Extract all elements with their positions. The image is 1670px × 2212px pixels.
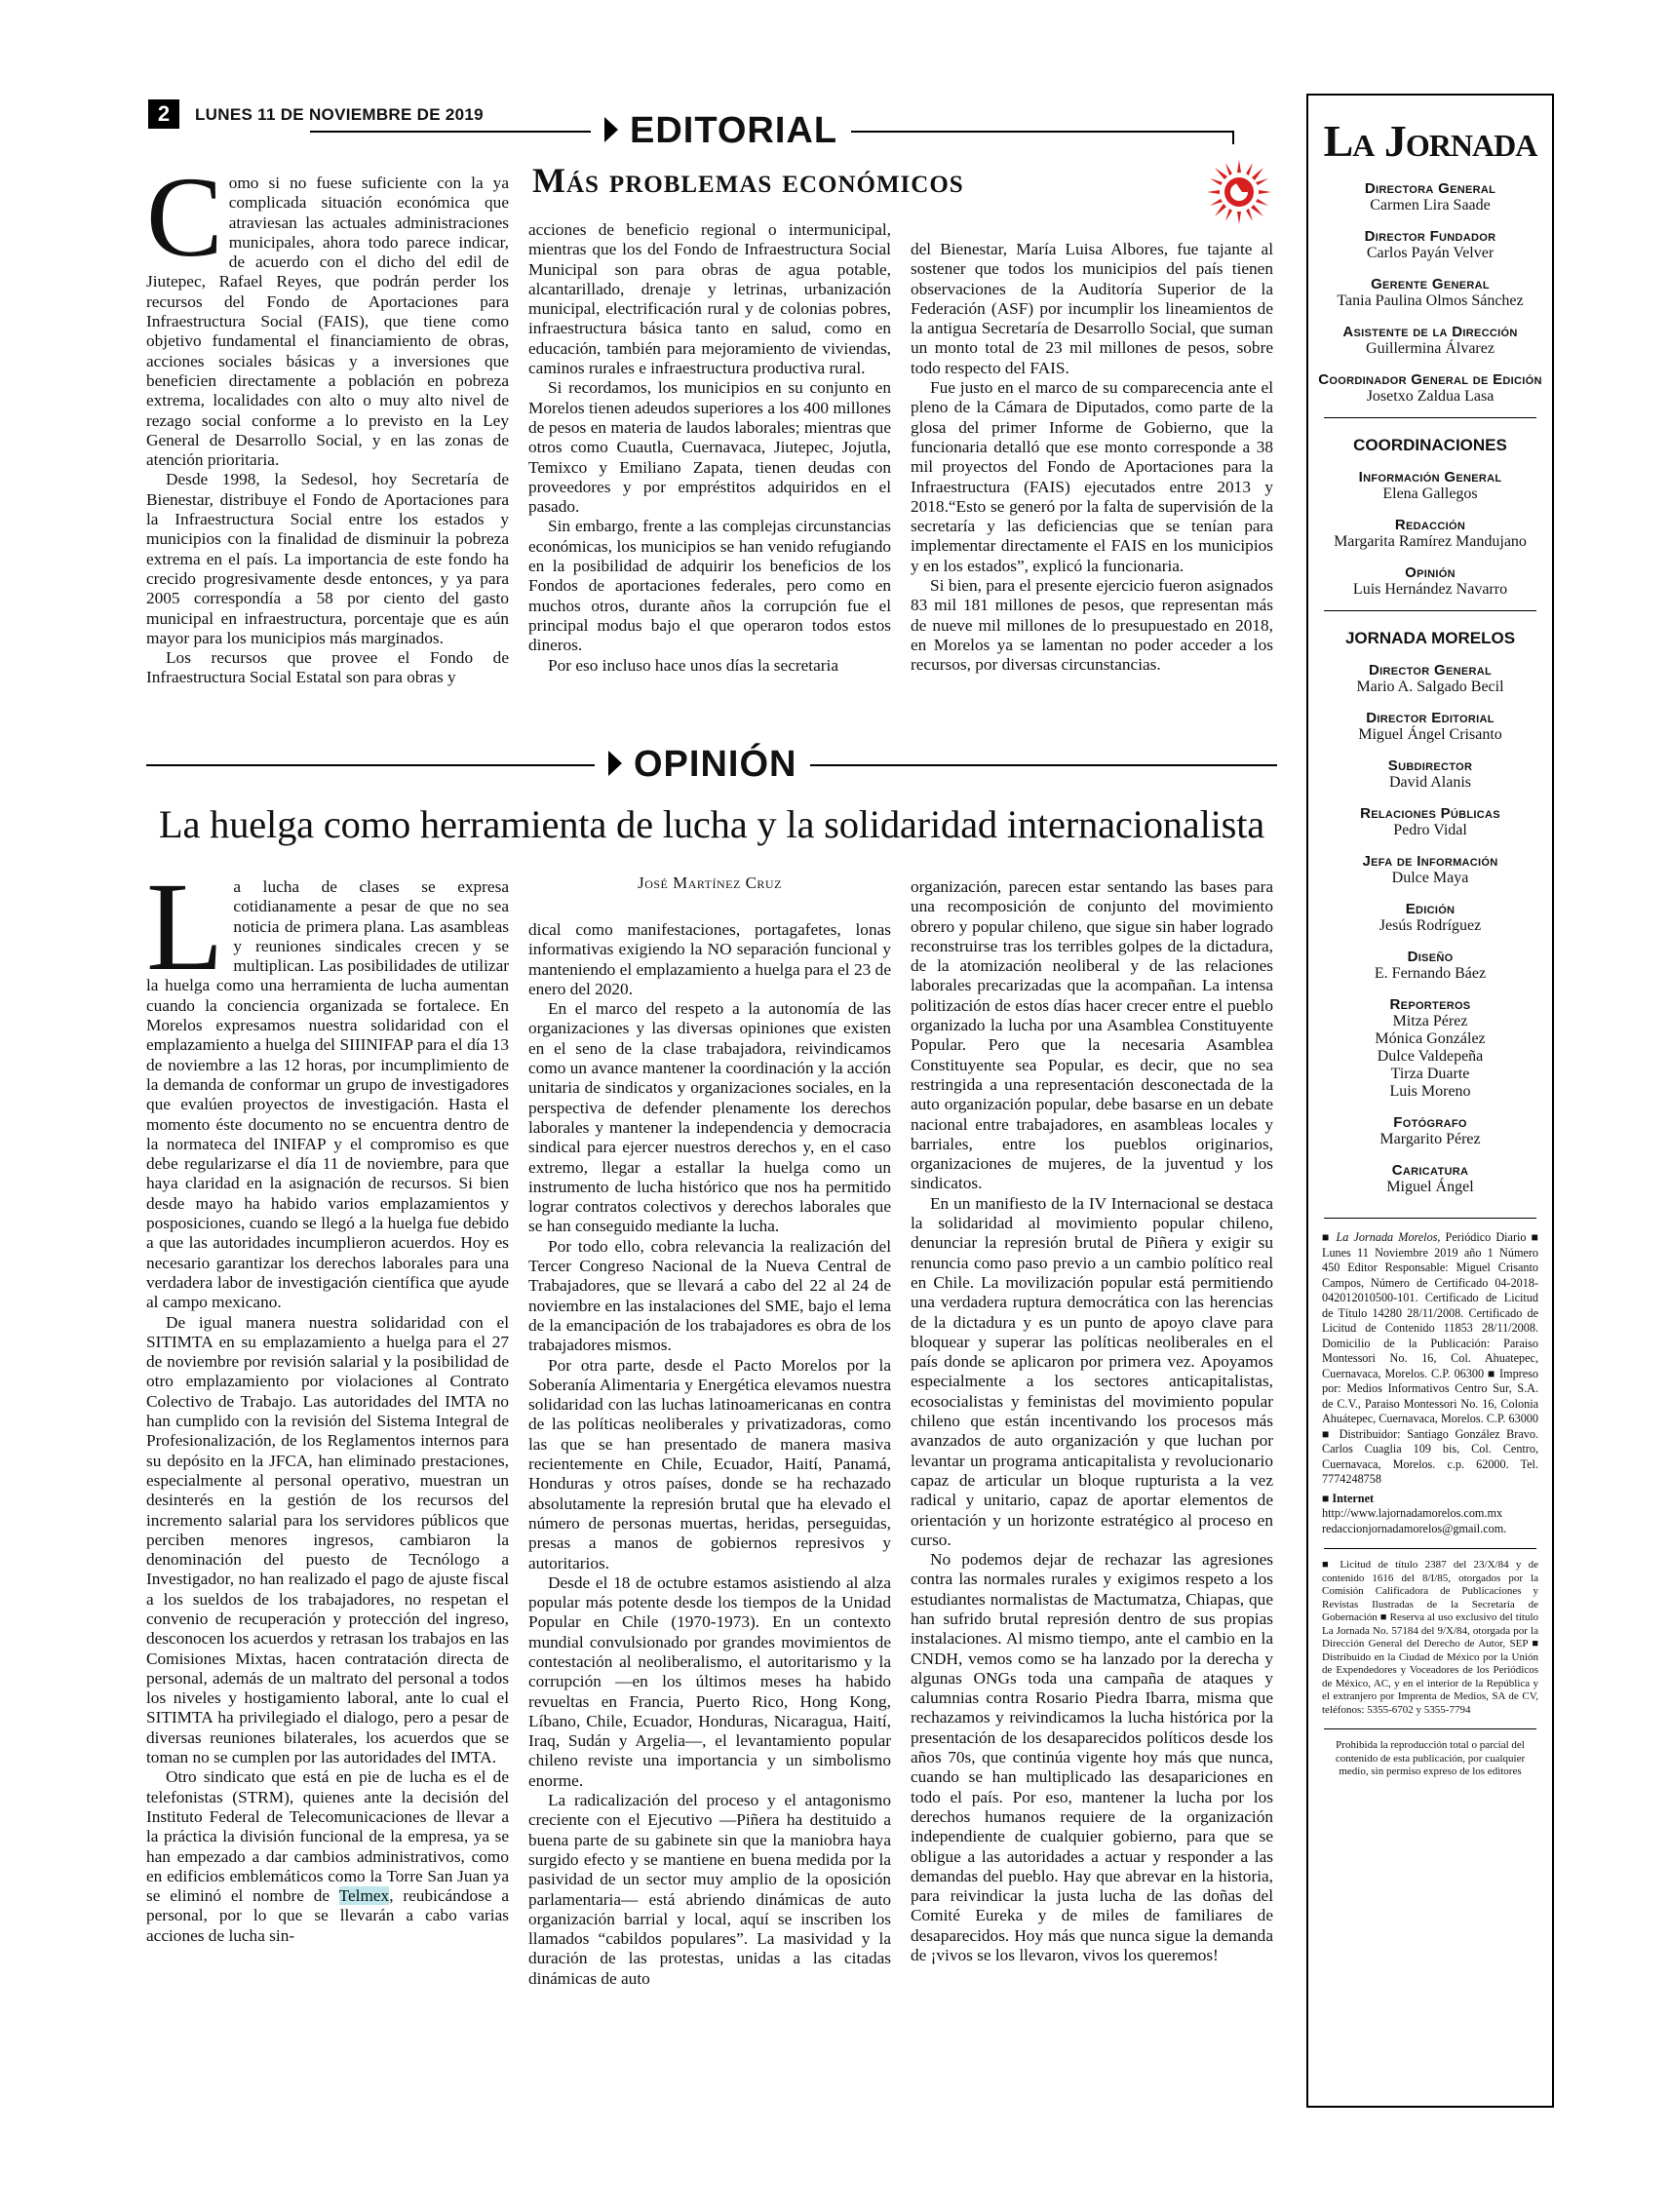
staff-name: Tania Paulina Olmos Sánchez xyxy=(1337,292,1524,309)
masthead-legal-1: ■ La Jornada Morelos, Periódico Diario ■ Lunes 11 Noviembre 2019 año 1 Número 450 Editor Responsable: Miguel Crisanto Campos, Número de Certificado 04-2018-042012010500-101. Certificado de Licitud de Título 14280 28/11/2008. Certificado de Licitud de Contenido 11853 28/11/2008. Domicilio de la Publicación: Paraiso Montessori No. 16, Col. Ahuatepec, Cuernavaca, Morelos. C.P. 06300 ■ Impreso por: Medios Informativos Centro Sur, S.A. de C.V., Paraiso Montessori No. 16, Colonia Ahuátepec, Cuernavaca, Morelos. C.P. 63000 ■ Distribuidor: Santiago González Bravo. Carlos Cuaglia 109 bis, Col. Centro, Cuernavaca, Morelos. c.p. 62000. Tel. 7774248758 xyxy=(1322,1230,1538,1486)
staff-name: Miguel Ángel Crisanto xyxy=(1358,726,1502,743)
staff-name: Margarita Ramírez Mandujano xyxy=(1334,533,1527,550)
staff-role: Redacción xyxy=(1394,517,1466,533)
staff-name: Dulce Maya xyxy=(1391,870,1469,886)
opinion-section-label: OPINIÓN xyxy=(595,743,810,786)
masthead-divider xyxy=(1324,1218,1536,1219)
masthead-logo: La Jornada xyxy=(1323,116,1537,166)
staff-name: Margarito Pérez xyxy=(1379,1131,1481,1147)
page-date: LUNES 11 DE NOVIEMBRE DE 2019 xyxy=(195,105,484,124)
internet-label: ■ Internet xyxy=(1322,1491,1375,1505)
staff-role: Edición xyxy=(1405,901,1456,917)
staff-name: Dulce Valdepeña xyxy=(1377,1048,1484,1065)
masthead-divider xyxy=(1324,1548,1536,1549)
masthead-divider xyxy=(1324,610,1536,611)
sun-logo-icon xyxy=(1203,156,1275,228)
staff-role: Coordinador General de Edición xyxy=(1318,371,1542,388)
masthead-box xyxy=(1306,94,1554,2108)
staff-role: Director Fundador xyxy=(1364,228,1496,245)
editorial-section-label: EDITORIAL xyxy=(591,109,851,152)
staff-role: Opinión xyxy=(1405,564,1456,581)
editorial-column-3: del Bienestar, María Luisa Albores, fue tajante al sostener que todos los municipios del país tienen observaciones de la Auditoría Superior de la Federación (ASF) por incumplir los lineamientos de la antigua Secretaría de Desarrollo Social, que suman un monto total de 23 mil millones de pesos, sobre todo respecto del FAIS. Fue justo en el marco de su comparecencia ante el pleno de la Cámara de Diputados, como parte de la glosa del primer Informe de Gobierno, que la funcionaria detalló que ese monto corresponde a 38 mil proyectos del Fondo de Aportaciones para la Infraestructura (FAIS) ejecutados entre 2013 y 2018.“Esto se generó por la falta de supervisión de la secretaría y las deficiencias que se tenían para implementar directamente el FAIS en los municipios y en los estados”, explicó la funcionaria. Si bien, para el presente ejercicio fueron asignados 83 mil 181 millones de pesos, que representan más de nueve mil millones de lo presupuestado en 2018, en Morelos ya se lamentan no poder acceder a los recursos, por diversas circunstancias. xyxy=(911,240,1273,675)
staff-name: David Alanis xyxy=(1389,774,1471,791)
staff-name: Carmen Lira Saade xyxy=(1370,197,1491,213)
staff-role: Información General xyxy=(1358,469,1502,485)
editorial-title: Más problemas económicos xyxy=(532,161,964,200)
page-number: 2 xyxy=(148,99,179,129)
staff-name: Mónica González xyxy=(1375,1030,1486,1047)
staff-role: Relaciones Públicas xyxy=(1360,805,1500,822)
staff-name: Miguel Ángel xyxy=(1386,1179,1474,1195)
opinion-column-3: organización, parecen estar sentando las bases para una recomposición de conjunto del movimiento obrero y popular chileno, que sigue sin haber logrado reconstruirse tras los terribles golpes de la dictadura, de la atomización neoliberal y de las relaciones laborales precarizadas que la acompañan. La intensa politización de estos días hacer crecer entre el pueblo organizado la lucha por una Asamblea Constituyente Popular. Pero que la necesaria Asamblea Constituyente sea Popular, es decir, que no sea restringida a una representación desconectada de la auto organización popular, debe basarse en un debate nacional entre trabajadores, en asambleas locales y barriales, entre los pueblos originarios, organizaciones de mujeres, de la juventud y los sindicatos. En un manifiesto de la IV Internacional se destaca la solidaridad al movimiento popular chileno, denunciar la represión brutal de Piñera y exigir su renuncia como paso previo a un cambio político real en Chile. La movilización popular está permitiendo una verdadera ruptura democrática con las herencias de la dictadura y es un punto de apoyo clave para bloquear y superar las políticas neoliberales en el país donde se aplicaron por primera vez. Apoyamos especialmente a los sectores anticapitalistas, ecosocialistas y feministas del movimiento popular chileno que están incentivando los procesos más avanzados de auto organización y que luchan por levantar un programa anticapitalista y revolucionario capaz de articular un bloque rupturista a la vez radical y unitario, capaz de aportar elementos de orientación y un horizonte estratégico al proceso en curso. No podemos dejar de rechazar las agresiones contra las normales rurales y exigimos respeto a los estudiantes normalistas de Mactumatza, Chiapas, que han sufrido brutal represión dentro de sus propias instalaciones. Al mismo tiempo, ante el cambio en la CNDH, vemos como se ha lanzado por la derecha y algunas ONGs toda una campaña de ataques y calumnias contra Rosario Piedra Ibarra, misma que rechazamos y reivindicamos la lucha histórica por la presentación de los desaparecidos políticos desde los años 70s, que continúa vigente hoy más que nunca, cuando se han multiplicado las desapariciones en todo el país. Por eso, mantener la lucha por los derechos humanos requiere de la organización independiente de cualquier gobierno, para que se obligue a las autoridades a actuar y responder a las demandas del pueblo. Hay que abrevar en la historia, para reivindicar la justa lucha de las doñas del Comité Eureka y de miles de familiares de desaparecidos. Hoy más que nunca sigue la demanda de ¡vivos se los llevaron, vivos los queremos! xyxy=(911,877,1273,1965)
staff-role: Diseño xyxy=(1407,949,1454,965)
staff-name: Luis Hernández Navarro xyxy=(1352,581,1508,598)
masthead-morelos xyxy=(1316,662,1544,1196)
opinion-title: La huelga como herramienta de lucha y la solidaridad internacionalista xyxy=(158,802,1265,846)
staff-role: Caricatura xyxy=(1391,1162,1469,1179)
triangle-icon xyxy=(604,117,618,142)
masthead-legal-3: Prohibida la reproducción total o parcial del contenido de esta publicación, por cualquier medio, sin permiso expreso de los editores xyxy=(1335,1739,1526,1777)
editorial-column-1: Como si no fuese suficiente con la ya complicada situación económica que atraviesan las actuales administraciones municipales, ahora todo parece indicar, de acuerdo con el dicho del edil de Jiutepec, Rafael Reyes, que podrán perder los recursos del Fondo de Aportaciones para Infraestructura Social (FAIS), que tiene como objetivo fundamental el financiamiento de obras, acciones sociales básicas y a inversiones que beneficien directamente a población en pobreza extrema, localidades con alto o muy alto nivel de rezago social conforme a lo previsto en la Ley General de Desarrollo Social, y en las zonas de atención prioritaria. Desde 1998, la Sedesol, hoy Secretaría de Bienestar, distribuye el Fondo de Aportaciones para la Infraestructura Social entre los estados y municipios con la finalidad de disminuir la pobreza extrema en el país. La importancia de este fondo ha crecido progresivamente desde entonces, y ya para 2005 correspondía a 58 por ciento del gasto municipal en infraestructura, porcentaje que es aún mayor para los municipios más marginados. Los recursos que provee el Fondo de Infraestructura Social Estatal son para obras y xyxy=(146,153,509,687)
staff-role: Directora General xyxy=(1364,180,1496,197)
opinion-column-2: dical como manifestaciones, portagafetes, lonas informativas exigiendo la NO separación funcional y manteniendo el emplazamiento a huelga para el 23 de enero del 2020. En el marco del respeto a la autonomía de las organizaciones y las diversas opiniones que existen en el seno de la clase trabajadora, reivindicamos como un avance mantener la coordinación y la acción unitaria de sindicatos y organizaciones sociales, en la perspectiva de defender plenamente los derechos laborales y mantener la independencia y democracia sindical para ejercer nuestros derechos y, en el caso extremo, llegar a estallar la huelga como un instrumento de lucha histórico que nos ha permitido lograr contratos colectivos y derechos laborales que se han conseguido mediante la lucha. Por todo ello, cobra relevancia la realización del Tercer Congreso Nacional de la Nueva Central de Trabajadores, que se llevará a cabo del 22 al 24 de noviembre en las instalaciones del SME, bajo el lema de la emancipación de los trabajadores es obra de los trabajadores mismos. Por otra parte, desde el Pacto Morelos por la Soberanía Alimentaria y Energética elevamos nuestra solidaridad con las luchas latinoamericanas en contra de las políticas neoliberales y privatizadoras, como las que se han presentado de manera masiva recientemente en Chile, Ecuador, Haití, Panamá, Honduras y otros países, donde se ha rechazado absolutamente la represión brutal que ha elevado el número de personas muertas, heridas, perseguidas, presas a manos de gobiernos represivos y autoritarios. Desde el 18 de octubre estamos asistiendo al alza popular más potente desde los tiempos de la Unidad Popular en Chile (1970-1973). En un contexto mundial convulsionado por grandes movimientos de contestación al neoliberalismo, el autoritarismo y la corrupción —en los últimos meses ha habido revueltas en Francia, Puerto Rico, Hong Kong, Líbano, Chile, Ecuador, Honduras, Nicaragua, Haití, Iraq, Sudán y Argelia—, el levantamiento popular chileno reviste una importancia y un simbolismo enorme. La radicalización del proceso y el antagonismo creciente con el Ejecutivo —Piñera ha destituido a buena parte de su gabinete sin que la maniobra haya surgido efecto y se mantiene en buena medida por la pasividad de un sector muy amplio de la oposición parlamentaria— está abriendo dinámicas de auto organización barrial y local, aquí se inscriben los llamados “cabildos populares”. La masividad y la duración de las protestas, unidas a las citadas dinámicas de auto xyxy=(528,920,891,1988)
staff-name: Luis Moreno xyxy=(1389,1083,1471,1100)
triangle-icon xyxy=(608,751,622,776)
highlighted-text: Telmex xyxy=(338,1886,390,1906)
masthead-divider xyxy=(1324,1728,1536,1729)
staff-role: Reporteros xyxy=(1389,996,1471,1013)
staff-name: Guillermina Álvarez xyxy=(1366,340,1495,357)
editorial-column-2: acciones de beneficio regional o intermunicipal, mientras que los del Fondo de Infraestructura Social Municipal son para obras de agua potable, alcantarillado, drenaje y letrinas, urbanización municipal, electrificación rural y de colonias pobres, infraestructura básica tanto en salud, como en educación, también para mejoramiento de viviendas, caminos rurales e infraestructura productiva rural. Si recordamos, los municipios en su conjunto en Morelos tienen adeudos superiores a los 400 millones de pesos en materia de laudos laborales; mientras que otros como Cuautla, Cuernavaca, Jiutepec, Jojutla, Temixco y Emiliano Zapata, tienen deudas con proveedores y por empréstitos adquiridos en el pasado. Sin embargo, frente a las complejas circunstancias económicas, los municipios se han venido refugiando en la posibilidad de adquirir los beneficios de los Fondos de aportaciones federales, pero como en muchos otros, durante años la corrupción fue el principal modus bajo el que operaron todos estos dineros. Por eso incluso hace unos días la secretaria xyxy=(528,220,891,675)
staff-role: Fotógrafo xyxy=(1393,1114,1467,1131)
staff-name: Tirza Duarte xyxy=(1390,1066,1470,1082)
staff-name: Jesús Rodríguez xyxy=(1379,917,1482,934)
masthead-coordinaciones xyxy=(1316,469,1544,599)
staff-role: Director Editorial xyxy=(1366,710,1495,726)
opinion-drop-cap: L xyxy=(146,857,224,997)
staff-role: Director General xyxy=(1369,662,1492,679)
editorial-drop-cap: C xyxy=(146,153,223,281)
staff-name: Elena Gallegos xyxy=(1382,485,1478,502)
masthead-url[interactable]: http://www.lajornadamorelos.com.mx xyxy=(1322,1506,1503,1520)
editorial-rule-tick xyxy=(1232,131,1234,144)
staff-role: Gerente General xyxy=(1371,276,1490,292)
staff-name: Carlos Payán Velver xyxy=(1366,245,1495,261)
staff-name: Mario A. Salgado Becil xyxy=(1356,679,1504,695)
jornada-morelos-heading: JORNADA MORELOS xyxy=(1344,629,1516,647)
staff-role: Asistente de la Dirección xyxy=(1342,324,1518,340)
masthead-staff-top xyxy=(1316,180,1544,406)
staff-name: Pedro Vidal xyxy=(1393,822,1467,838)
staff-role: Jefa de Información xyxy=(1362,853,1498,870)
opinion-column-1: La lucha de clases se expresa cotidianamente a pesar de que no sea noticia de primera plana. Las asambleas y reuniones sindicales crecen y se multiplican. Las posibilidades de utilizar la huelga como una herramienta de lucha aumentan cuando la conciencia organizada se fortalece. En Morelos expresamos nuestra solidaridad con el emplazamiento a huelga del SIIINIFAP para el día 13 de noviembre a las 12 horas, por incumplimiento de la demanda de conformar un grupo de investigadores que evalúen proyectos de investigación. Hasta el momento éste documento no se encuentra dentro de la normateca del INIFAP y el compromiso es que debe regularizarse el día 11 de noviembre, para que haya claridad en la asignación de recursos. Si bien desde mayo ha habido varios emplazamientos y posposiciones, cuando se llegó a la huelga fue debido a que las autoridades incumplieron acuerdos. Hoy es necesario garantizar los derechos laborales para una verdadera labor de investigación científica que ayude al campo mexicano. De igual manera nuestra solidaridad con el SITIMTA en su emplazamiento a huelga para el 27 de noviembre por revisión salarial y la posibilidad de otro emplazamiento por violaciones al Contrato Colectivo de Trabajo. Las autoridades del IMTA no han cumplido con la revisión del Sistema Integral de Profesionalización, de los Reglamentos internos para su depósito en la JFCA, han eliminado prestaciones, especialmente al personal operativo, muestran un desinterés en la gestión de los recursos del incremento salarial para los servidores públicos que perciben menores ingresos, cambiaron la denominación del puesto de Tecnólogo a Investigador, no han realizado el pago de ajuste fiscal a los sueldos de los trabajadores, no respetan el convenio de recuperación y protección del ingreso, desconocen los acuerdos y retrasan los trabajos en las Comisiones Mixtas, hacen contratación directa de personal, además de un maltrato del personal a todos los niveles y hostigamiento laboral, ante lo cual el SITIMTA ha privilegiado el dialogo, pero a pesar de diversas reuniones bilaterales, los acuerdos que se toman no se cumplen por las autoridades del IMTA. Otro sindicato que está en pie de lucha es el de telefonistas (STRM), quienes ante la decisión del Instituto Federal de Telecomunicaciones de llevar a la práctica la división funcional de la empresa, ya se han empezado a dar cambios administrativos, como en edificios emblemáticos como la Torre San Juan ya se eliminó el nombre de Telmex, reubicándose a personal, por lo que se llevarán a cabo varias acciones de lucha sin- xyxy=(146,857,510,1945)
masthead-email[interactable]: redaccionjornadamorelos@gmail.com. xyxy=(1322,1521,1507,1535)
staff-name: Mitza Pérez xyxy=(1392,1013,1468,1029)
opinion-author: José Martínez Cruz xyxy=(638,873,782,892)
coordinaciones-heading: COORDINACIONES xyxy=(1353,436,1507,454)
masthead-legal-2: ■ Licitud de título 2387 del 23/X/84 y de contenido 1616 del 8/I/85, otorgados por la Comisión Calificadora de Publicaciones y Revistas Ilustradas de la Secretaría de Gobernación ■ Reserva al uso exclusivo del título La Jornada No. 57184 del 9/X/84, otorgada por la Dirección General del Derecho de Autor, SEP ■ Distribuido en la Ciudad de México por la Unión de Expendedores y Voceadores de los Periódicos de México, AC, y en el interior de la República y el extranjero por Imprenta de Medios, SA de CV, teléfonos: 5355-6702 y 5355-7794 xyxy=(1322,1559,1538,1716)
masthead-divider xyxy=(1324,417,1536,418)
staff-name: Josetxo Zaldua Lasa xyxy=(1366,388,1495,405)
staff-role: Subdirector xyxy=(1387,757,1473,774)
staff-name: E. Fernando Báez xyxy=(1374,965,1487,982)
